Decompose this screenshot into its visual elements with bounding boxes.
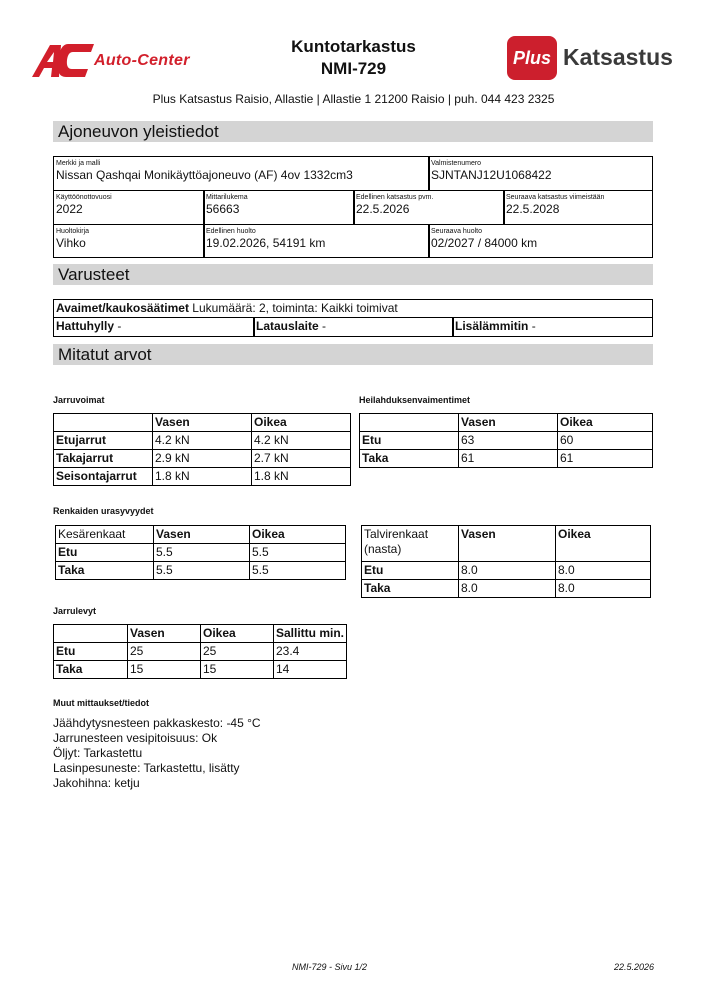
- other-measurements-list: [53, 716, 261, 791]
- value-right: 8.0: [556, 562, 651, 580]
- heater-value: -: [531, 319, 536, 333]
- list-item: Öljyt: Tarkastettu: [53, 746, 143, 760]
- last-inspection-value: 22.5.2026: [356, 202, 410, 216]
- value-left: 8.0: [459, 580, 556, 598]
- document-title-plate: NMI-729: [320, 59, 387, 78]
- last-service-cell: [203, 224, 430, 258]
- table-row: [54, 643, 347, 661]
- col-right: Oikea: [556, 526, 651, 562]
- col-left: Vasen: [459, 414, 558, 432]
- table-header-row: [56, 526, 346, 544]
- charger-value: -: [322, 319, 327, 333]
- section-measured: Mitatut arvot: [53, 344, 653, 365]
- value-allowed-min: 23.4: [274, 643, 347, 661]
- value-left: 8.0: [459, 562, 556, 580]
- value-right: 4.2 kN: [252, 432, 351, 450]
- list-item: Jäähdytysnesteen pakkaskesto: -45 °C: [53, 716, 261, 730]
- page-number: NMI-729 - Sivu 1/2: [292, 962, 368, 972]
- row-label: Etujarrut: [54, 432, 153, 450]
- charger-row: [253, 317, 454, 337]
- row-label: Etu: [362, 562, 459, 580]
- winter-tires-table: [361, 525, 651, 598]
- table-header-row: [360, 414, 653, 432]
- table-header-row: [54, 625, 347, 643]
- make-model-cell: [53, 156, 430, 191]
- first-reg-cell: [53, 190, 205, 225]
- document-title: [240, 36, 467, 80]
- last-inspection-label: Edellinen katsastus pvm.: [356, 194, 434, 201]
- col-left: Vasen: [128, 625, 201, 643]
- tire-depths-title: Renkaiden urasyvyydet: [53, 506, 154, 516]
- table-row: [54, 432, 351, 450]
- hat-shelf-label: Hattuhylly: [56, 319, 115, 333]
- plus-badge: Plus: [507, 36, 557, 80]
- plus-katsastus-logo: [507, 36, 673, 82]
- brake-forces-table: [53, 413, 351, 486]
- vin-cell: [428, 156, 653, 191]
- next-inspection-label: Seuraava katsastus viimeistään: [506, 194, 605, 201]
- value-left: 2.9 kN: [153, 450, 252, 468]
- table-row: [56, 562, 346, 580]
- brake-discs-table: [53, 624, 347, 679]
- keys-label: Avaimet/kaukosäätimet: [56, 301, 189, 315]
- value-right: 5.5: [250, 544, 346, 562]
- table-header-row: [362, 526, 651, 562]
- service-book-label: Huoltokirja: [56, 228, 90, 235]
- auto-center-logo-text: Auto-Center: [94, 52, 190, 69]
- table-row: [54, 468, 351, 486]
- value-left: 4.2 kN: [153, 432, 252, 450]
- table-row: [360, 432, 653, 450]
- col-allowed-min: Sallittu min.: [274, 625, 347, 643]
- next-service-cell: [428, 224, 653, 258]
- winter-tires-label-line1: Talvirenkaat: [364, 527, 429, 541]
- vin-label: Valmistenumero: [431, 160, 482, 167]
- winter-tires-label-line2: (nasta): [364, 542, 402, 556]
- vin-value: SJNTANJ12U1068422: [431, 168, 552, 182]
- table-row: [362, 580, 651, 598]
- value-left: 25: [128, 643, 201, 661]
- last-service-value: 19.02.2026, 54191 km: [206, 236, 326, 250]
- row-label: Taka: [56, 562, 154, 580]
- other-measurements-title: Muut mittaukset/tiedot: [53, 698, 149, 708]
- brake-forces-title: Jarruvoimat: [53, 395, 105, 405]
- value-left: 61: [459, 450, 558, 468]
- table-row: [56, 544, 346, 562]
- col-left: Vasen: [153, 414, 252, 432]
- value-left: 15: [128, 661, 201, 679]
- section-equipment: Varusteet: [53, 264, 653, 285]
- value-right: 60: [558, 432, 653, 450]
- winter-tires-label: [362, 526, 459, 562]
- brake-discs-title: Jarrulevyt: [53, 606, 97, 616]
- auto-center-logo: [32, 40, 207, 78]
- row-label: Etu: [56, 544, 154, 562]
- row-label: Takajarrut: [54, 450, 153, 468]
- table-row: [54, 450, 351, 468]
- odometer-value: 56663: [206, 202, 240, 216]
- katsastus-wordmark: Katsastus: [563, 44, 673, 70]
- table-header-row: [54, 414, 351, 432]
- value-right: 5.5: [250, 562, 346, 580]
- keys-row: [53, 299, 653, 318]
- next-service-label: Seuraava huolto: [431, 228, 482, 235]
- row-label: Taka: [362, 580, 459, 598]
- value-left: 1.8 kN: [153, 468, 252, 486]
- col-right: Oikea: [250, 526, 346, 544]
- row-label: Etu: [360, 432, 459, 450]
- keys-value: Lukumäärä: 2, toiminta: Kaikki toimivat: [192, 301, 398, 315]
- value-left: 63: [459, 432, 558, 450]
- first-reg-label: Käyttöönottovuosi: [56, 194, 112, 201]
- section-general: Ajoneuvon yleistiedot: [53, 121, 653, 142]
- footer-date: 22.5.2026: [614, 962, 655, 972]
- list-item: Lasinpesuneste: Tarkastettu, lisätty: [53, 761, 240, 775]
- col-left: Vasen: [154, 526, 250, 544]
- last-service-label: Edellinen huolto: [206, 228, 256, 235]
- row-label: Taka: [360, 450, 459, 468]
- value-allowed-min: 14: [274, 661, 347, 679]
- shock-absorbers-table: [359, 413, 653, 468]
- table-row: [362, 562, 651, 580]
- value-right: 61: [558, 450, 653, 468]
- service-book-value: Vihko: [56, 236, 86, 250]
- value-right: 2.7 kN: [252, 450, 351, 468]
- col-right: Oikea: [201, 625, 274, 643]
- next-inspection-value: 22.5.2028: [506, 202, 560, 216]
- hat-shelf-value: -: [117, 319, 122, 333]
- auto-center-logo-mark: [32, 40, 94, 78]
- summer-tires-table: [55, 525, 346, 580]
- value-right: 15: [201, 661, 274, 679]
- service-book-cell: [53, 224, 205, 258]
- make-model-value: Nissan Qashqai Monikäyttöajoneuvo (AF) 4ov 1332cm3: [56, 168, 353, 182]
- row-label: Etu: [54, 643, 128, 661]
- shock-absorbers-title: Heilahduksenvaimentimet: [359, 395, 471, 405]
- next-service-value: 02/2027 / 84000 km: [431, 236, 538, 250]
- list-item: Jarrunesteen vesipitoisuus: Ok: [53, 731, 218, 745]
- last-inspection-cell: [353, 190, 505, 225]
- value-left: 5.5: [154, 562, 250, 580]
- heater-row: [452, 317, 653, 337]
- value-right: 25: [201, 643, 274, 661]
- list-item: Jakohihna: ketju: [53, 776, 140, 790]
- document-title-line1: Kuntotarkastus: [291, 37, 416, 56]
- col-right: Oikea: [558, 414, 653, 432]
- odometer-cell: [203, 190, 355, 225]
- value-right: 8.0: [556, 580, 651, 598]
- value-right: 1.8 kN: [252, 468, 351, 486]
- table-row: [360, 450, 653, 468]
- summer-tires-label: Kesärenkaat: [56, 526, 154, 544]
- hat-shelf-row: [53, 317, 255, 337]
- col-left: Vasen: [459, 526, 556, 562]
- station-address: Plus Katsastus Raisio, Allastie | Allastie 1 21200 Raisio | puh. 044 423 2325: [152, 92, 555, 106]
- first-reg-value: 2022: [56, 202, 83, 216]
- row-label: Taka: [54, 661, 128, 679]
- col-right: Oikea: [252, 414, 351, 432]
- table-row: [54, 661, 347, 679]
- row-label: Seisontajarrut: [54, 468, 153, 486]
- next-inspection-cell: [503, 190, 653, 225]
- charger-label: Latauslaite: [256, 319, 319, 333]
- heater-label: Lisälämmitin: [455, 319, 529, 333]
- make-model-label: Merkki ja malli: [56, 160, 101, 167]
- value-left: 5.5: [154, 544, 250, 562]
- odometer-label: Mittarilukema: [206, 194, 248, 201]
